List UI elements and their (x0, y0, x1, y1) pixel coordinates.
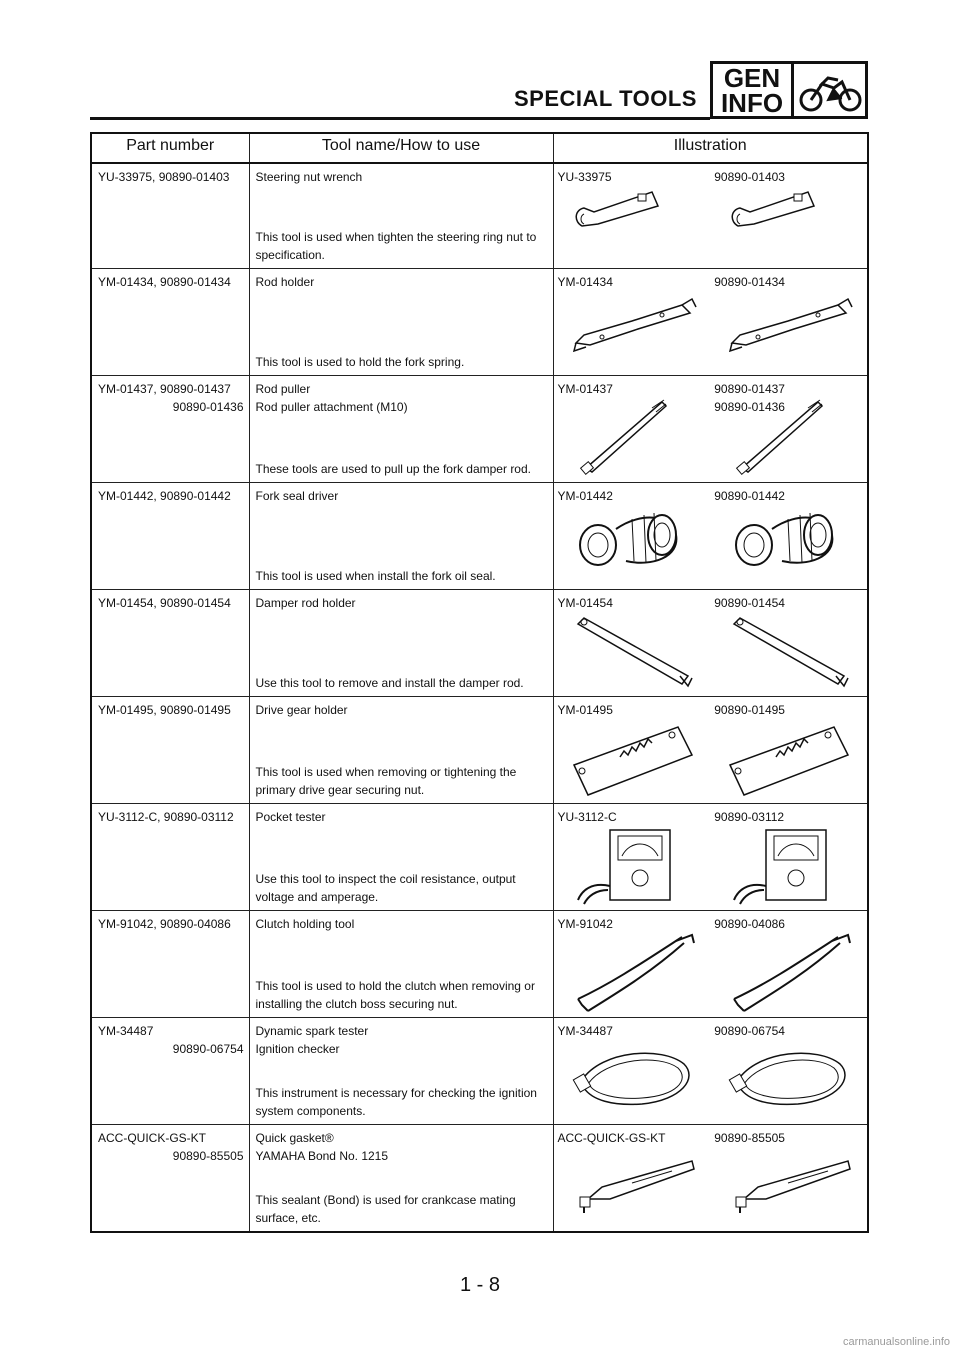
steering-nut-wrench-icon (728, 184, 854, 264)
illustration-part-number: YM-01495 (557, 703, 613, 717)
tool-name: YAMAHA Bond No. 1215 (255, 1149, 389, 1163)
part-number: ACC-QUICK-GS-KT (98, 1131, 206, 1145)
part-number-cell (91, 804, 249, 911)
illustration-item (710, 1125, 867, 1231)
tool-name-cell (249, 697, 553, 804)
part-number: YU-33975, 90890-01403 (98, 170, 230, 184)
part-number-cell (91, 1018, 249, 1125)
part-number: YM-01442, 90890-01442 (98, 489, 231, 503)
damper-rod-holder-icon (728, 612, 854, 692)
illustration-cell (553, 804, 868, 911)
tool-name-cell (249, 590, 553, 697)
illustration-item (710, 164, 867, 268)
illustration-part-number: YM-01454 (557, 596, 613, 610)
illustration-part-number: 90890-01403 (714, 170, 785, 184)
part-number-cell (91, 376, 249, 483)
illustration-part-number: 90890-85505 (714, 1131, 785, 1145)
illustration-item (710, 269, 867, 375)
illustration-item (554, 269, 711, 375)
page-title: SPECIAL TOOLS (514, 86, 697, 111)
spark-tester-icon (572, 1040, 698, 1120)
tool-usage-text: These tools are used to pull up the fork damper rod. (255, 462, 531, 476)
header-rule (90, 117, 710, 120)
tool-name: Fork seal driver (255, 489, 339, 503)
tool-usage-text: This tool is used when tighten the steering ring nut to specification. (255, 230, 537, 262)
pocket-tester-icon (572, 826, 698, 906)
tool-usage-text: This sealant (Bond) is used for crankcase mating surface, etc. (255, 1193, 516, 1225)
watermark: carmanualsonline.info (842, 1336, 950, 1348)
damper-rod-holder-icon (572, 612, 698, 692)
pocket-tester-icon (728, 826, 854, 906)
gen-info-text (713, 63, 791, 118)
tool-name-cell (249, 1125, 553, 1233)
table-row (91, 163, 868, 269)
illustration-item (554, 697, 711, 803)
part-number-cell (91, 590, 249, 697)
gen-info-badge (710, 61, 794, 119)
sealant-tube-icon (572, 1147, 698, 1227)
illustration-cell (553, 911, 868, 1018)
illustration-cell (553, 269, 868, 376)
part-number-cell (91, 163, 249, 269)
illustration-cell (553, 1018, 868, 1125)
tool-usage-text: This tool is used to hold the clutch when removing or installing the clutch boss securing nut. (255, 979, 535, 1011)
fork-seal-driver-icon (728, 505, 854, 585)
sealant-tube-icon (728, 1147, 854, 1227)
illustration-part-number: YM-34487 (557, 1024, 613, 1038)
part-number: YM-91042, 90890-04086 (98, 917, 231, 931)
illustration-item (554, 804, 711, 910)
part-number-cell (91, 269, 249, 376)
illustration-part-number: 90890-01434 (714, 275, 785, 289)
part-number: 90890-85505 (172, 1149, 244, 1163)
table-row (91, 1125, 868, 1233)
tool-name: Damper rod holder (255, 596, 356, 610)
tool-name: Drive gear holder (255, 703, 348, 717)
illustration-part-number: YU-33975 (557, 170, 612, 184)
column-header: Part number (91, 133, 249, 163)
tool-usage-text: This tool is used to hold the fork spring. (255, 355, 465, 369)
clutch-holding-tool-icon (728, 933, 854, 1013)
gen-info-line1: GEN (723, 63, 781, 93)
gen-info-line2: INFO (720, 88, 784, 118)
rod-holder-icon (728, 291, 854, 371)
illustration-item (554, 1125, 711, 1231)
illustration-item (710, 376, 867, 482)
illustration-cell (553, 483, 868, 590)
tool-name-cell (249, 483, 553, 590)
illustration-cell (553, 697, 868, 804)
part-number: YM-34487 (98, 1024, 154, 1038)
illustration-part-number: 90890-01454 (714, 596, 785, 610)
illustration-part-number: YM-01442 (557, 489, 613, 503)
table-row (91, 590, 868, 697)
part-number-cell (91, 697, 249, 804)
column-header: Illustration (553, 133, 868, 163)
illustration-part-number: YM-01437 (557, 382, 613, 396)
illustration-item (710, 911, 867, 1017)
rod-holder-icon (572, 291, 698, 371)
table-row (91, 911, 868, 1018)
tool-name-cell (249, 269, 553, 376)
tool-name-cell (249, 1018, 553, 1125)
table-header-row (91, 133, 868, 163)
illustration-part-number: YM-01434 (557, 275, 613, 289)
illustration-item (710, 1018, 867, 1124)
illustration-item (554, 1018, 711, 1124)
illustration-part-number: 90890-01442 (714, 489, 785, 503)
illustration-item (554, 376, 711, 482)
table-row (91, 804, 868, 911)
drive-gear-holder-icon (728, 719, 854, 799)
clutch-holding-tool-icon (572, 933, 698, 1013)
table-row (91, 376, 868, 483)
rod-puller-icon (728, 398, 854, 478)
special-tools-table (90, 132, 869, 1233)
illustration-item (710, 483, 867, 589)
motorcycle-badge (791, 61, 868, 119)
tool-name: Rod puller attachment (M10) (255, 400, 408, 414)
page-number: 1 - 8 (459, 1274, 501, 1296)
tool-name: Pocket tester (255, 810, 326, 824)
illustration-part-number: 90890-01495 (714, 703, 785, 717)
illustration-cell (553, 163, 868, 269)
drive-gear-holder-icon (572, 719, 698, 799)
tool-name-cell (249, 804, 553, 911)
tool-name: Clutch holding tool (255, 917, 355, 931)
illustration-item (554, 590, 711, 696)
part-number: 90890-06754 (172, 1042, 244, 1056)
motorcycle-icon (798, 70, 864, 114)
table-row (91, 269, 868, 376)
illustration-item (710, 697, 867, 803)
spark-tester-icon (728, 1040, 854, 1120)
tool-name: Rod holder (255, 275, 315, 289)
part-number: 90890-01436 (172, 400, 244, 414)
table-row (91, 1018, 868, 1125)
illustration-part-number: YU-3112-C (557, 810, 617, 824)
tool-name: Ignition checker (255, 1042, 340, 1056)
illustration-part-number: 90890-03112 (714, 810, 785, 824)
tool-usage-text: Use this tool to remove and install the damper rod. (255, 676, 524, 690)
tool-name: Dynamic spark tester (255, 1024, 369, 1038)
tool-name-cell (249, 163, 553, 269)
illustration-item (554, 164, 711, 268)
steering-nut-wrench-icon (572, 184, 698, 264)
tool-name: Rod puller (255, 382, 311, 396)
illustration-cell (553, 590, 868, 697)
part-number-cell (91, 911, 249, 1018)
illustration-item (710, 590, 867, 696)
tool-usage-text: This instrument is necessary for checking the ignition system components. (255, 1086, 537, 1118)
tool-usage-text: Use this tool to inspect the coil resistance, output voltage and amperage. (255, 872, 516, 904)
part-number: YU-3112-C, 90890-03112 (98, 810, 234, 824)
illustration-cell (553, 1125, 868, 1233)
illustration-part-number: ACC-QUICK-GS-KT (557, 1131, 666, 1145)
tool-name-cell (249, 376, 553, 483)
table-row (91, 483, 868, 590)
tool-usage-text: This tool is used when removing or tightening the primary drive gear securing nut. (255, 765, 517, 797)
illustration-item (554, 911, 711, 1017)
fork-seal-driver-icon (572, 505, 698, 585)
table-row (91, 697, 868, 804)
tool-name-cell (249, 911, 553, 1018)
part-number-cell (91, 483, 249, 590)
illustration-cell (553, 376, 868, 483)
illustration-part-number: 90890-01437 90890-01436 (714, 382, 785, 414)
part-number: YM-01434, 90890-01434 (98, 275, 231, 289)
part-number: YM-01437, 90890-01437 (98, 382, 231, 396)
illustration-item (710, 804, 867, 910)
rod-puller-icon (572, 398, 698, 478)
tool-usage-text: This tool is used when install the fork oil seal. (255, 569, 496, 583)
tool-name: Steering nut wrench (255, 170, 363, 184)
column-header: Tool name/How to use (249, 133, 553, 163)
part-number: YM-01454, 90890-01454 (98, 596, 231, 610)
tool-name: Quick gasket® (255, 1131, 334, 1145)
part-number: YM-01495, 90890-01495 (98, 703, 231, 717)
illustration-part-number: YM-91042 (557, 917, 613, 931)
illustration-part-number: 90890-04086 (714, 917, 785, 931)
illustration-part-number: 90890-06754 (714, 1024, 785, 1038)
part-number-cell (91, 1125, 249, 1233)
illustration-item (554, 483, 711, 589)
